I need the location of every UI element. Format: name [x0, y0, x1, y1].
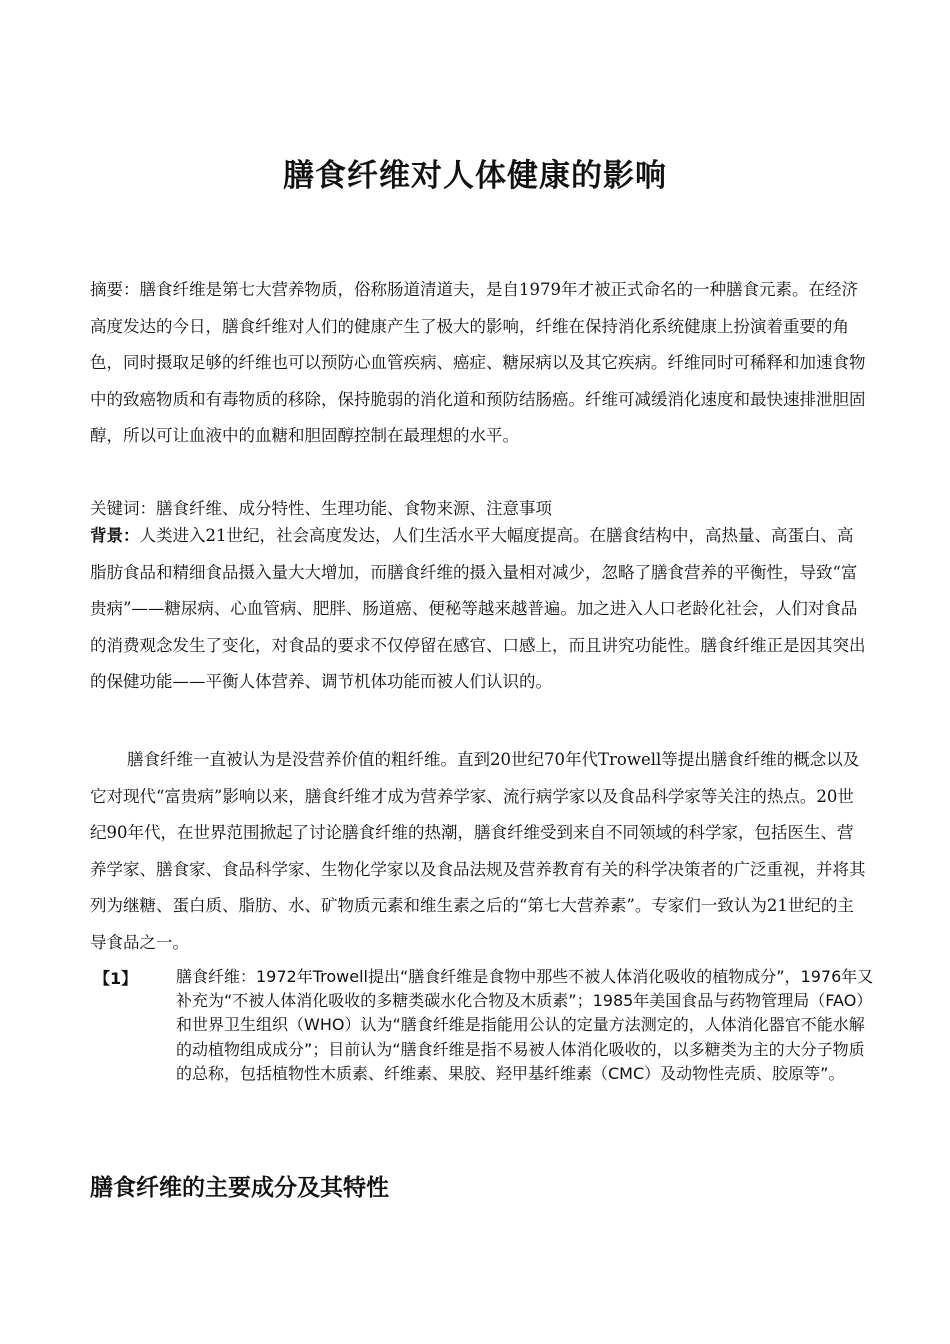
keywords-line: 关键词：膳食纤维、成分特性、生理功能、食物来源、注意事项 [90, 499, 552, 518]
footnote-text: 膳食纤维：1972年Trowell提出“膳食纤维是食物中那些不被人体消化吸收的植物成分”，1976年又补充为“不被人体消化吸收的多糖类碳水化合物及木质素”；1985年美国食品与药物管理局（FAO）和世界卫生组织（WHO）认为“膳食纤维是指能用公认的定量方法测定的，人体消化器官不能水解的动植物组成成分”；目前认为“膳食纤维是指不易被人体消化吸收的，以多糖类为主的大分子物质的总称，包括植物性木质素、纤维素、果胶、羟甲基纤维素（CMC）及动物性壳质、胶原等”。 [176, 967, 874, 1083]
background-text: 人类进入21世纪，社会高度发达，人们生活水平大幅度提高。在膳食结构中，高热量、高蛋白、高脂肪食品和精细食品摄入量大大增加，而膳食纤维的摄入量相对减少，忽略了膳食营养的平衡性，导致“富贵病”——糖尿病、心血管病、肥胖、肠道癌、便秘等越来越普遍。加之进入人口老龄化社会，人们对食品的消费观念发生了变化，对食品的要求不仅停留在感官、口感上，而且讲究功能性。膳食纤维正是因其突出的保健功能——平衡人体营养、调节机体功能而被人们认识的。 [90, 526, 866, 691]
section-heading: 膳食纤维的主要成分及其特性 [90, 1175, 389, 1201]
background-label: 背景： [90, 526, 140, 545]
history-paragraph: 膳食纤维一直被认为是没营养价值的粗纤维。直到20世纪70年代Trowell等提出膳食纤维的概念以及它对现代“富贵病”影响以来，膳食纤维才成为营养学家、流行病学家以及食品科学家等关注的热点。20世纪90年代，在世界范围掀起了讨论膳食纤维的热潮，膳食纤维受到来自不同领域的科学家，包括医生、营养学家、膳食家、食品科学家、生物化学家以及食品法规及营养教育有关的科学决策者的广泛重视，并将其列为继糖、蛋白质、脂肪、水、矿物质元素和维生素之后的“第七大营养素”。专家们一致认为21世纪的主导食品之一。 [90, 750, 866, 952]
background-paragraph [90, 518, 866, 701]
footnote-label: 【1】 [94, 969, 138, 988]
document-title: 膳食纤维对人体健康的影响 [283, 158, 667, 194]
abstract-paragraph: 摘要：膳食纤维是第七大营养物质，俗称肠道清道夫，是自1979年才被正式命名的一种膳食元素。在经济高度发达的今日，膳食纤维对人们的健康产生了极大的影响，纤维在保持消化系统健康上扮演着重要的角色，同时摄取足够的纤维也可以预防心血管疾病、癌症、糖尿病以及其它疾病。纤维同时可稀释和加速食物中的致癌物质和有毒物质的移除，保持脆弱的消化道和预防结肠癌。纤维可减缓消化速度和最快速排泄胆固醇，所以可让血液中的血糖和胆固醇控制在最理想的水平。 [90, 280, 866, 445]
